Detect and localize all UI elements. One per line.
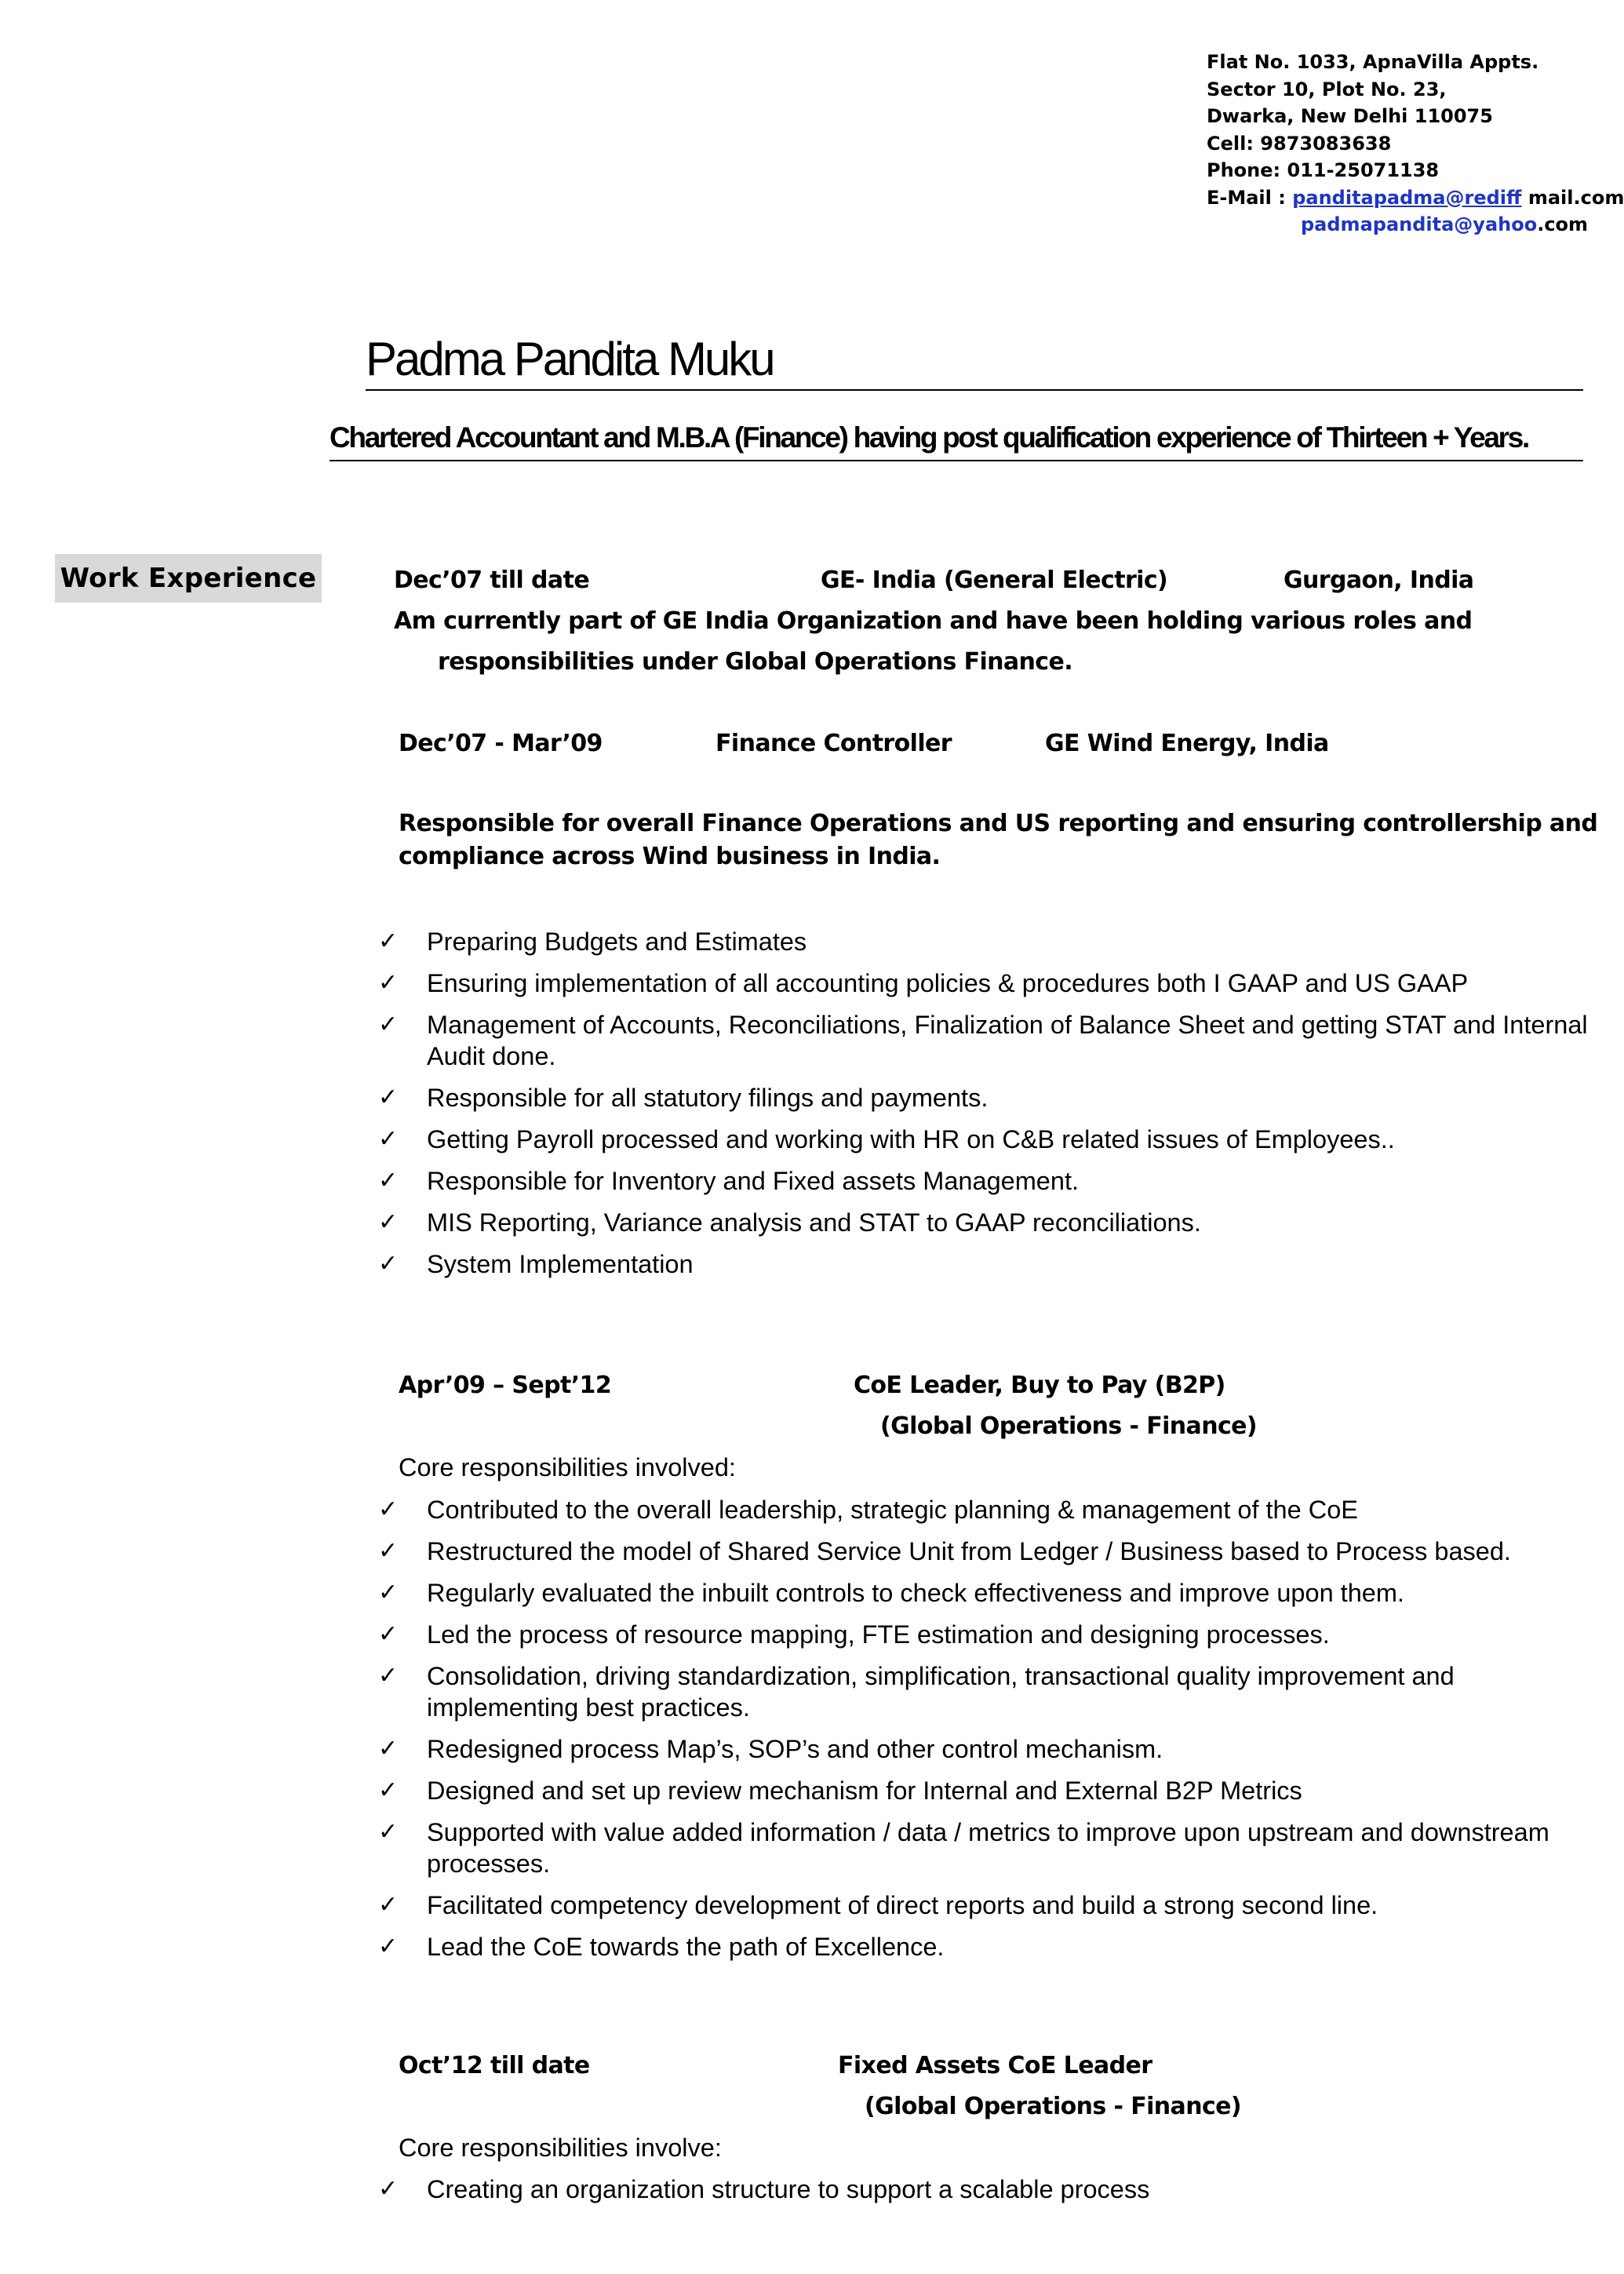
role1-period: Dec’07 - Mar’09 (399, 730, 603, 757)
list-item: ✓ Ensuring implementation of all accounting policies & procedures both I GAAP and US GAAP (378, 969, 1469, 997)
checkmark-icon: ✓ (378, 1084, 399, 1111)
email-line-2 (1207, 211, 1599, 239)
role3-title: Fixed Assets CoE Leader (838, 2052, 1152, 2079)
job1-company: GE- India (General Electric) (821, 567, 1168, 594)
checkmark-icon: ✓ (378, 1208, 399, 1236)
phone-number: Phone: 011-25071138 (1207, 159, 1440, 181)
list-item: ✓ Consolidation, driving standardization, simplification, transactional quality improvement and implementing best practices. (378, 1662, 1455, 1722)
list-item: ✓ Preparing Budgets and Estimates (378, 927, 807, 956)
email-2-link[interactable]: padmapandita@yahoo (1301, 213, 1538, 235)
list-item: ✓ Management of Accounts, Reconciliations, Finalization of Balance Sheet and getting STAT and Internal Audit done. (378, 1011, 1588, 1070)
email-label: E-Mail : (1207, 186, 1293, 209)
checkmark-icon: ✓ (378, 1818, 399, 1846)
profile-tagline: Chartered Accountant and M.B.A (Finance) having post qualification experience of Thirteen + Years. (330, 421, 1529, 454)
role2-title: CoE Leader, Buy to Pay (B2P) (854, 1372, 1225, 1399)
role1-title: Finance Controller (716, 730, 952, 757)
address-line-3: Dwarka, New Delhi 110075 (1207, 105, 1493, 127)
role3-period: Oct’12 till date (399, 2052, 590, 2079)
contact-block (1207, 49, 1624, 239)
cell-number: Cell: 9873083638 (1207, 132, 1392, 155)
list-item: ✓ Regularly evaluated the inbuilt controls to check effectiveness and improve upon them. (378, 1579, 1404, 1607)
role2-subtitle: (Global Operations - Finance) (880, 1412, 1258, 1440)
tagline-divider (330, 460, 1583, 461)
checkmark-icon: ✓ (378, 1250, 399, 1277)
job1-description-line-2: responsibilities under Global Operations Finance. (438, 648, 1073, 676)
email-1-suffix: mail.com (1521, 186, 1624, 209)
checkmark-icon: ✓ (378, 1933, 399, 1960)
role3-intro: Core responsibilities involve: (399, 2134, 722, 2162)
checkmark-icon: ✓ (378, 927, 399, 955)
list-item: ✓ Facilitated competency development of direct reports and build a strong second line. (378, 1891, 1378, 1919)
checkmark-icon: ✓ (378, 1891, 399, 1919)
email-1-link[interactable]: panditapadma@rediff (1292, 186, 1522, 209)
checkmark-icon: ✓ (378, 1167, 399, 1194)
job1-period: Dec’07 till date (394, 567, 590, 594)
address-line-1: Flat No. 1033, ApnaVilla Appts. (1207, 51, 1539, 73)
checkmark-icon: ✓ (378, 1777, 399, 1804)
role2-intro: Core responsibilities involved: (399, 1453, 736, 1481)
checkmark-icon: ✓ (378, 1537, 399, 1565)
list-item: ✓ Restructured the model of Shared Service Unit from Ledger / Business based to Process based. (378, 1537, 1511, 1565)
section-label-work-experience: Work Experience (55, 554, 322, 603)
role1-summary (399, 807, 1598, 873)
role1-summary-line-1: Responsible for overall Finance Operations and US reporting and ensuring controllership and (399, 810, 1598, 837)
role1-summary-line-2: compliance across Wind business in India. (399, 843, 941, 870)
list-item: ✓ Lead the CoE towards the path of Excellence. (378, 1933, 945, 1961)
role3-bullet-list (378, 2174, 1591, 2215)
list-item: ✓ Responsible for all statutory filings and payments. (378, 1084, 989, 1112)
role3-subtitle: (Global Operations - Finance) (865, 2093, 1242, 2120)
job1-description-line-1: Am currently part of GE India Organization and have been holding various roles and (394, 607, 1473, 635)
checkmark-icon: ✓ (378, 1579, 399, 1606)
role2-bullet-list (378, 1494, 1591, 1973)
checkmark-icon: ✓ (378, 1620, 399, 1648)
list-item: ✓ Led the process of resource mapping, FTE estimation and designing processes. (378, 1620, 1330, 1649)
list-item: ✓ System Implementation (378, 1250, 694, 1278)
address-line-2: Sector 10, Plot No. 23, (1207, 78, 1447, 100)
list-item: ✓ Getting Payroll processed and working with HR on C&B related issues of Employees.. (378, 1125, 1395, 1153)
list-item: ✓ Responsible for Inventory and Fixed assets Management. (378, 1167, 1080, 1195)
list-item: ✓ Supported with value added information / data / metrics to improve upon upstream and downstream processes. (378, 1818, 1549, 1878)
list-item: ✓ Contributed to the overall leadership, strategic planning & management of the CoE (378, 1496, 1358, 1524)
list-item: ✓ Redesigned process Map’s, SOP’s and other control mechanism. (378, 1735, 1163, 1763)
checkmark-icon: ✓ (378, 1735, 399, 1762)
checkmark-icon: ✓ (378, 969, 399, 997)
name-divider (366, 389, 1583, 391)
email-2-suffix: .com (1537, 213, 1589, 235)
checkmark-icon: ✓ (378, 2175, 399, 2203)
checkmark-icon: ✓ (378, 1662, 399, 1689)
checkmark-icon: ✓ (378, 1496, 399, 1523)
role2-period: Apr’09 – Sept’12 (399, 1372, 612, 1399)
list-item: ✓ MIS Reporting, Variance analysis and STAT to GAAP reconciliations. (378, 1208, 1201, 1237)
email-line-1 (1207, 184, 1624, 212)
checkmark-icon: ✓ (378, 1125, 399, 1153)
list-item: ✓ Creating an organization structure to support a scalable process (378, 2175, 1150, 2203)
role1-org: GE Wind Energy, India (1045, 730, 1329, 757)
checkmark-icon: ✓ (378, 1011, 399, 1038)
candidate-name: Padma Pandita Muku (366, 333, 774, 385)
role1-bullet-list (378, 926, 1591, 1290)
job1-location: Gurgaon, India (1284, 567, 1474, 594)
list-item: ✓ Designed and set up review mechanism for Internal and External B2P Metrics (378, 1777, 1302, 1805)
